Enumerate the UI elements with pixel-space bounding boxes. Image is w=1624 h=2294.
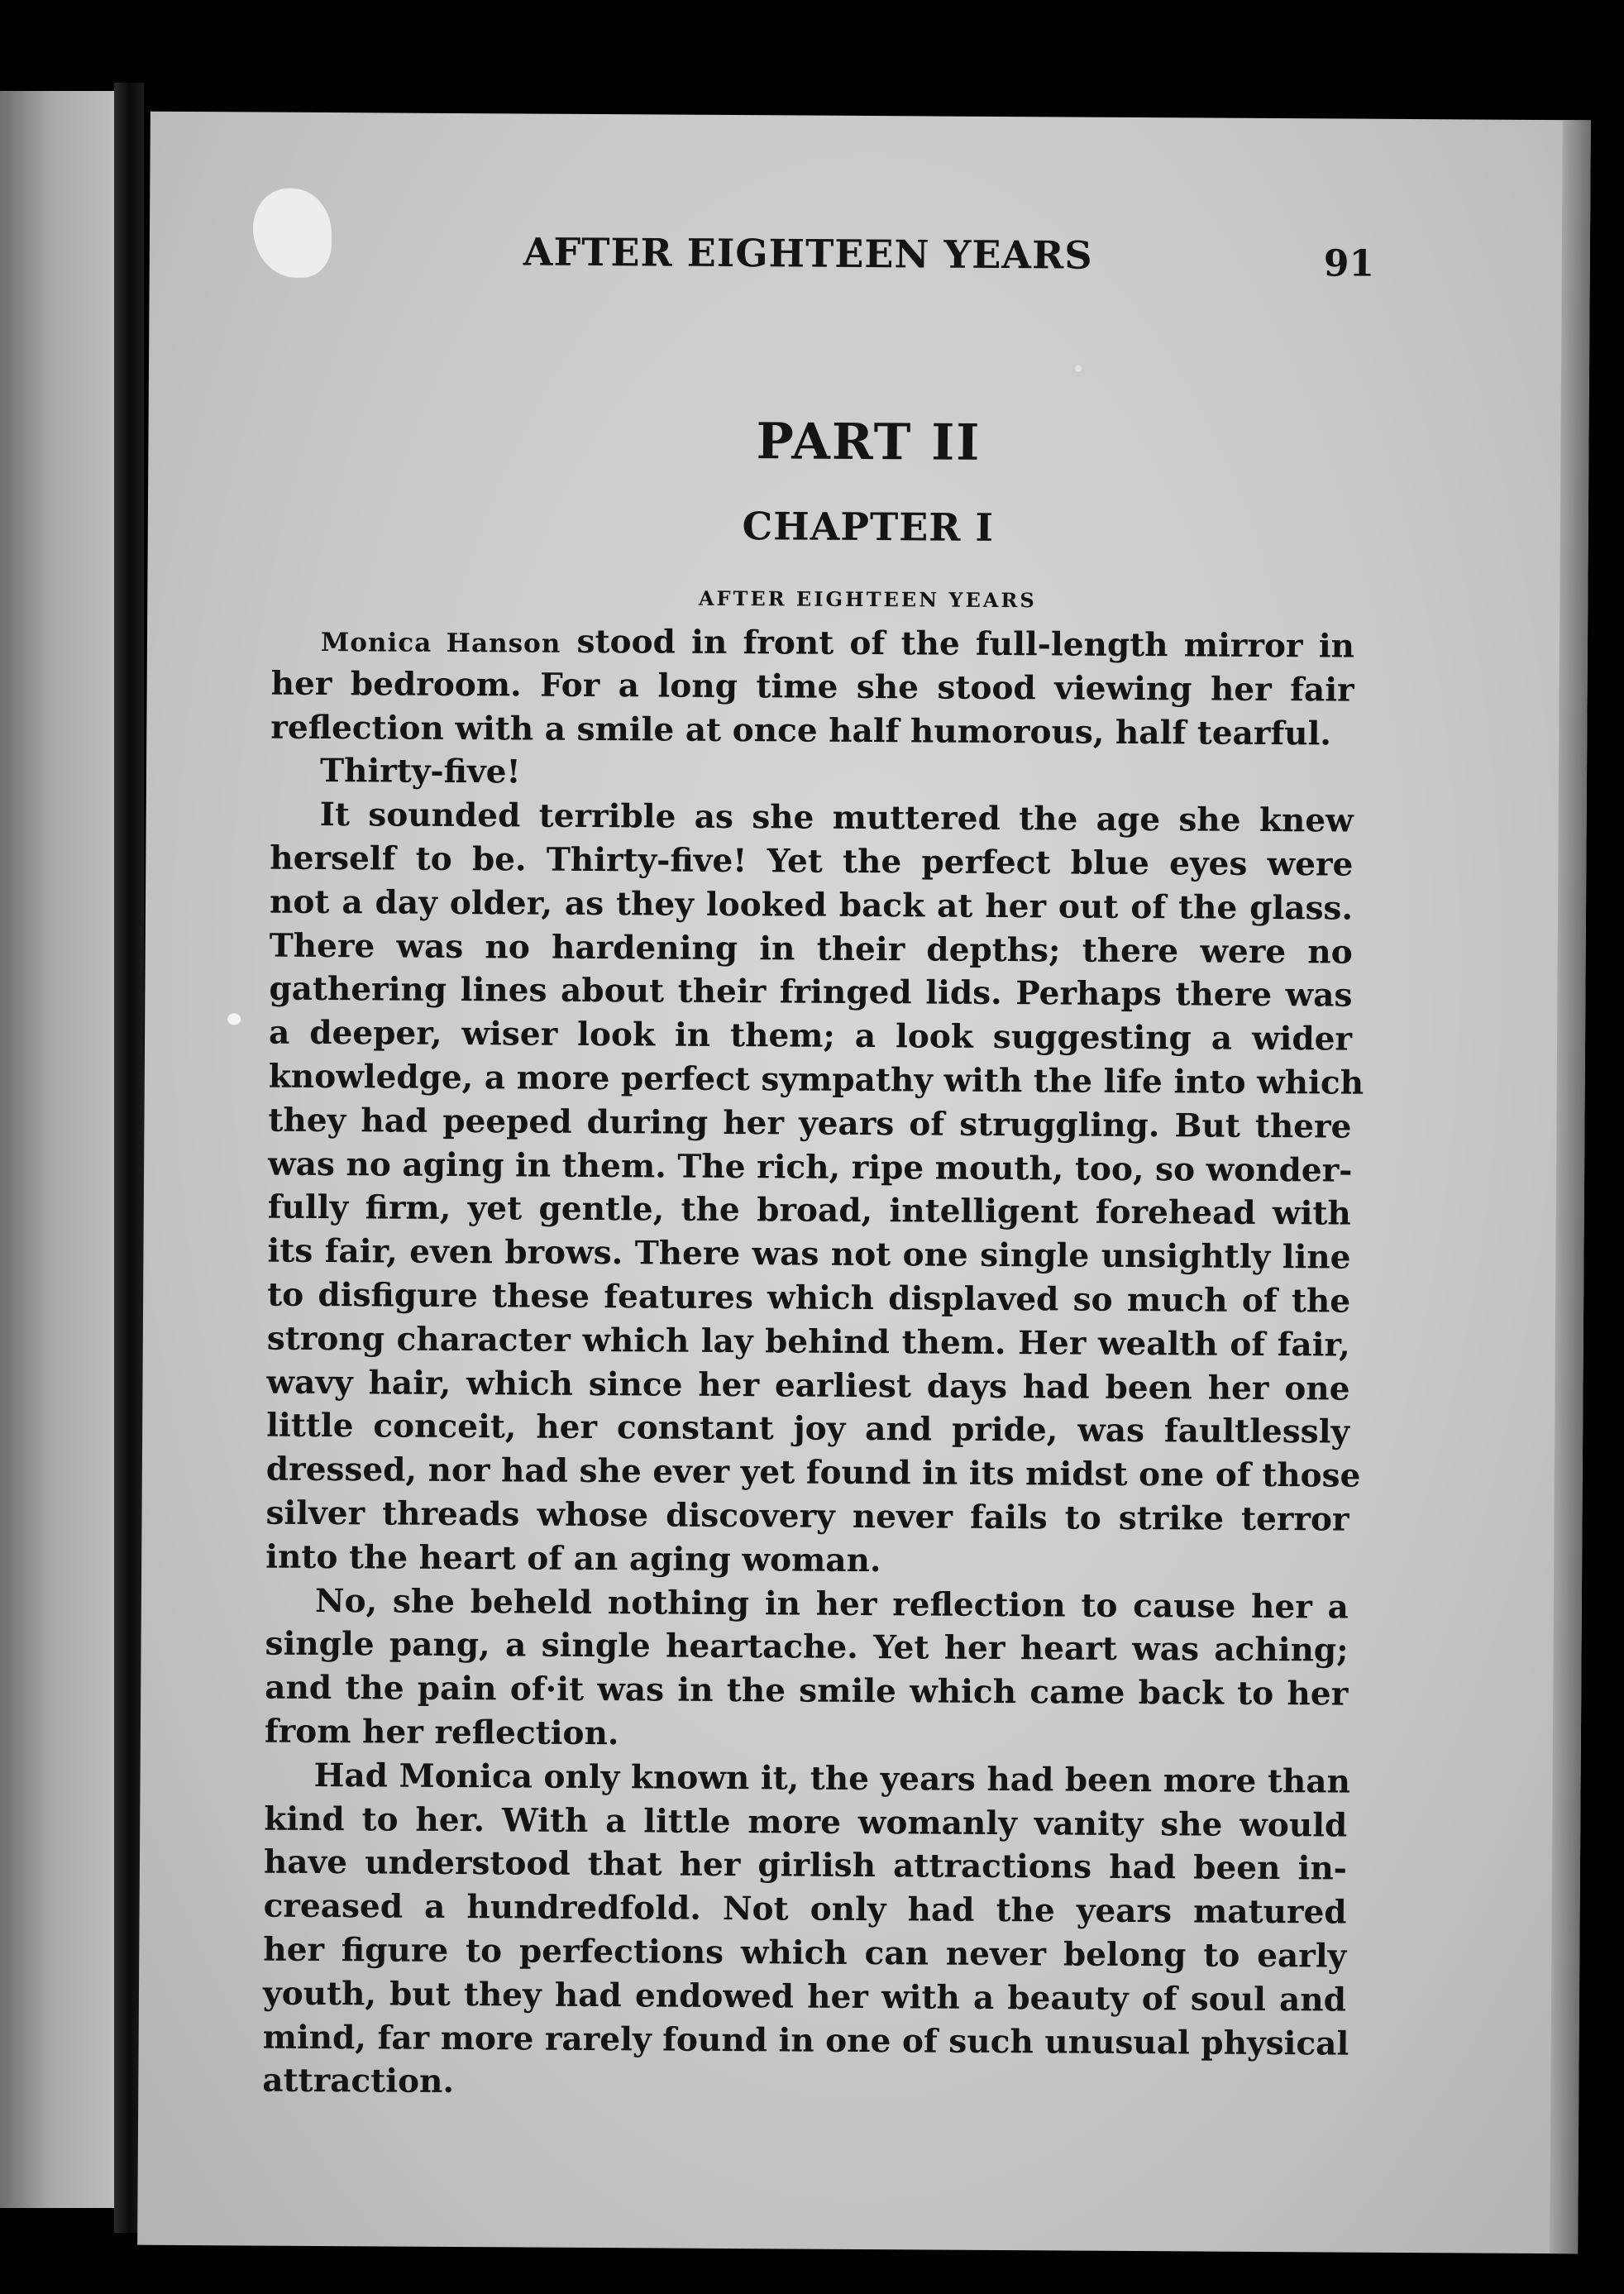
text-line: creased a hundredfold. Not only had the years matured	[263, 1886, 1347, 1932]
text-line: There was no hardening in their depths; there were no	[269, 926, 1353, 972]
text-line: her bedroom. For a long time she stood viewing her fair	[270, 664, 1354, 710]
text-line: youth, but they had endowed her with a beauty of soul and	[262, 1974, 1347, 2019]
text-line: not a day older, as they looked back at her out of the glass.	[269, 882, 1354, 928]
text-line: to disfigure these features which displaved so much of the	[267, 1275, 1351, 1321]
text-line: Had Monica only known it, the years had been more than	[313, 1756, 1351, 1801]
text-line: single pang, a single heartache. Yet her heart was aching;	[265, 1624, 1349, 1670]
text-line: fully firm, yet gentle, the broad, intelligent forehead with	[267, 1188, 1351, 1233]
text-line: Monica Hanson stood in front of the full-length mirror in	[320, 622, 1355, 666]
paper-speck	[227, 1013, 241, 1025]
text-line: have understood that her girlish attractions had been in-	[263, 1842, 1348, 1888]
book-page	[137, 112, 1591, 2254]
text-line: kind to her. With a little more womanly vanity she would	[264, 1799, 1348, 1845]
text-line: they had peeped during her years of struggling. But there	[268, 1101, 1352, 1146]
text-line: dressed, nor had she ever yet found in its midst one of those	[265, 1450, 1361, 1495]
body-text	[262, 619, 1364, 2110]
text-line: mind, far more rarely found in one of such unusual physical	[262, 2018, 1349, 2063]
text-line: gathering lines about their fringed lids. Perhaps there was	[269, 969, 1353, 1015]
character-name-smallcaps: Monica Hanson	[320, 627, 561, 659]
facing-page-edge	[0, 91, 114, 2208]
text-line: its fair, even brows. There was not one single unsightly line	[267, 1231, 1351, 1277]
text-line: knowledge, a more perfect sympathy with the life into which	[268, 1057, 1364, 1102]
paper-speck	[1075, 366, 1082, 372]
text-line: strong character which lay behind them. Her wealth of fair,	[266, 1319, 1350, 1364]
text-line: into the heart of an aging woman.	[265, 1537, 881, 1580]
text-line: silver threads whose discovery never fails to strike terror	[265, 1493, 1349, 1539]
text-line: reflection with a smile at once half humorous, half tearful.	[270, 708, 1332, 753]
text-line: was no aging in them. The rich, ripe mouth, too, so wonder-	[267, 1145, 1353, 1190]
text-line: attraction.	[262, 2061, 455, 2101]
text-line: No, she beheld nothing in her reflection to cause her a	[314, 1581, 1349, 1627]
text-line: little conceit, her constant joy and pride, was faultlessly	[266, 1406, 1350, 1451]
text-line: her figure to perfections which can never belong to early	[263, 1930, 1347, 1976]
page-number: 91	[1323, 242, 1375, 285]
text-line: wavy hair, which since her earliest days had been her one	[266, 1363, 1350, 1408]
chapter-title: AFTER EIGHTEEN YEARS	[698, 585, 1037, 613]
text-line: herself to be. Thirty-five! Yet the perfect blue eyes were	[270, 839, 1354, 884]
text-line: Thirty-five!	[319, 752, 521, 791]
text-line: and the pain of·it was in the smile which came back to her	[265, 1668, 1349, 1713]
text-line: It sounded terrible as she muttered the age she knew	[319, 796, 1354, 840]
paper-blemish	[253, 188, 332, 278]
text-line: a deeper, wiser look in them; a look suggesting a wider	[268, 1013, 1353, 1059]
text-line: from her reflection.	[264, 1712, 619, 1753]
part-heading: PART II	[756, 413, 982, 472]
running-head: AFTER EIGHTEEN YEARS	[523, 229, 1093, 278]
chapter-heading: CHAPTER I	[742, 504, 995, 550]
